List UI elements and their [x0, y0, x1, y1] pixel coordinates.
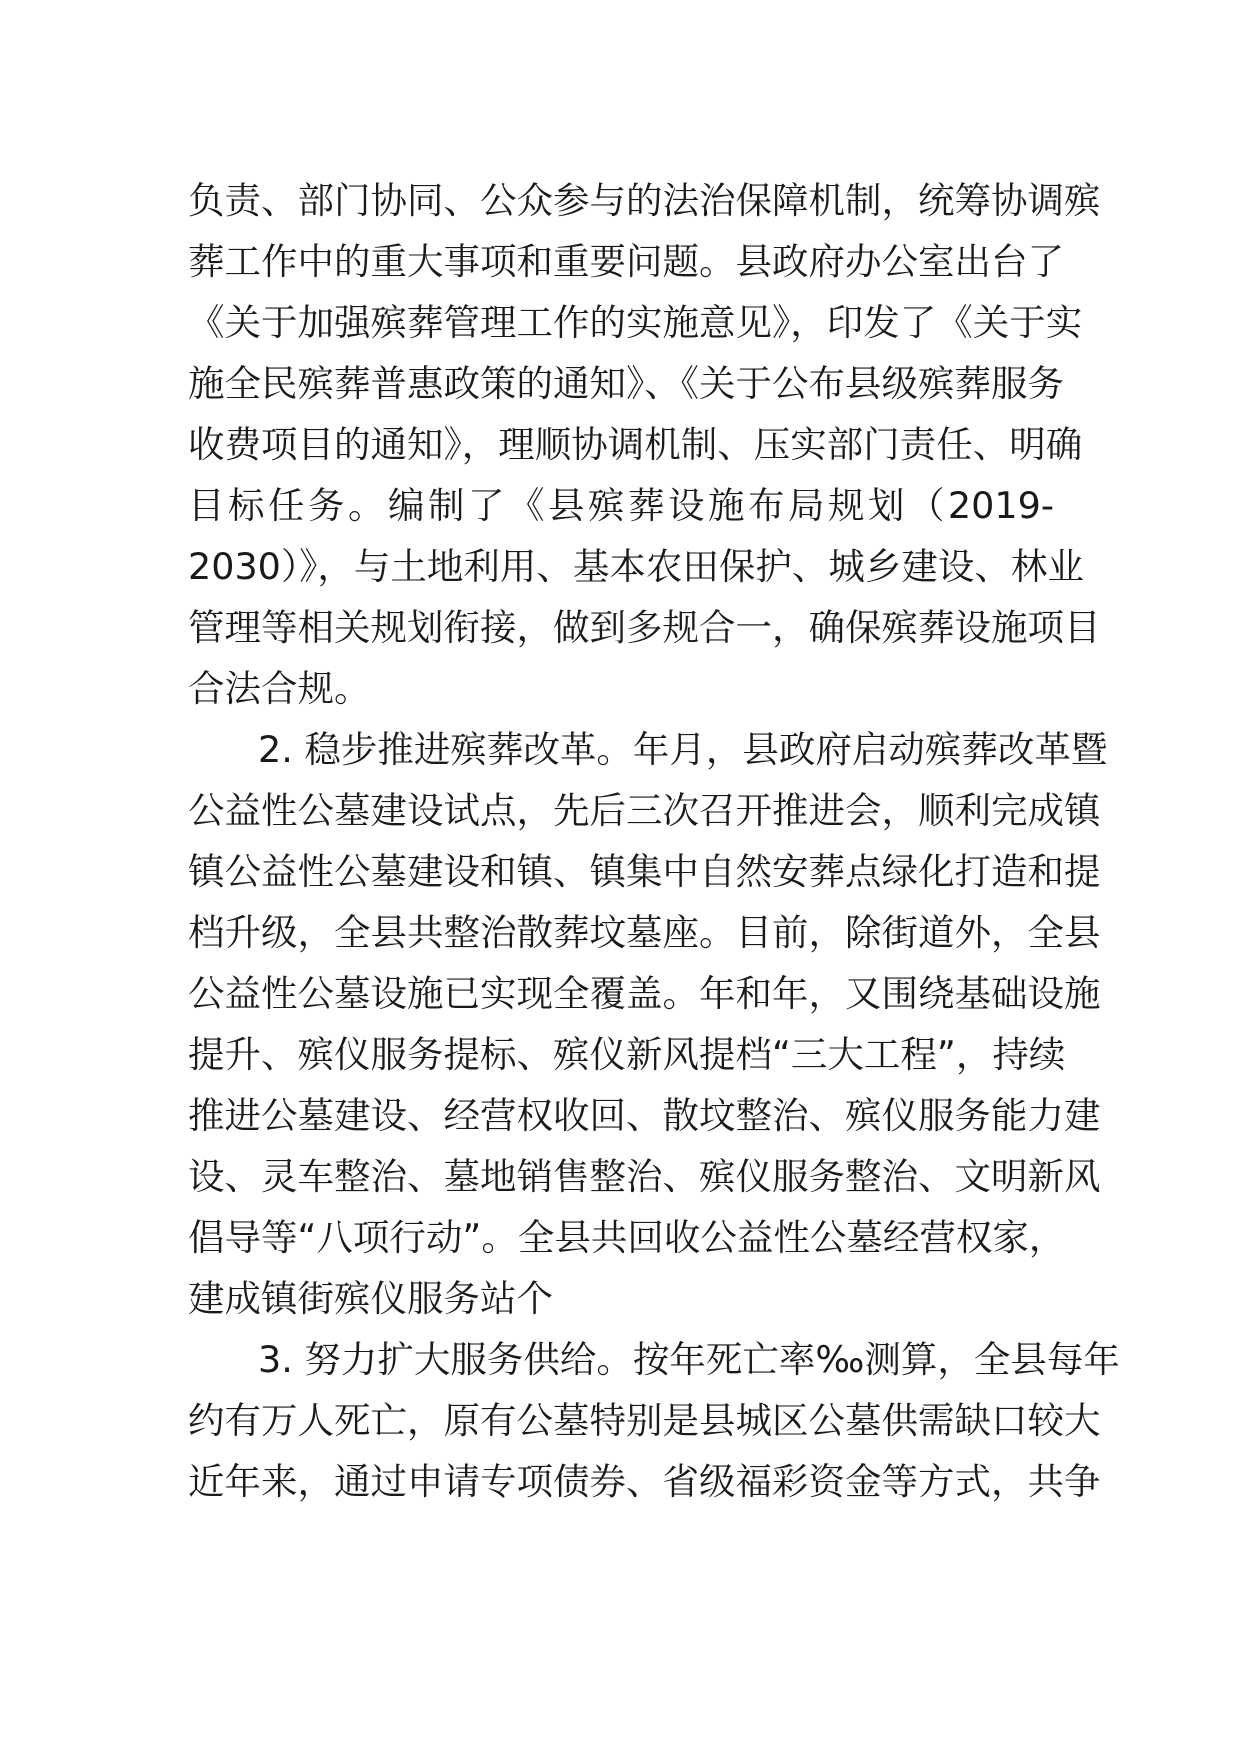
text-line: 建成镇街殡仪服务站个 — [188, 1277, 553, 1320]
text-line: 镇公益性公墓建设和镇、镇集中自然安葬点绿化打造和提 — [188, 850, 1101, 893]
text-line: 负责、部门协同、公众参与的法治保障机制，统筹协调殡 — [188, 179, 1101, 222]
paragraph-first-line: 2. 稳步推进殡葬改革。年月，县政府启动殡葬改革暨 — [258, 728, 1108, 771]
text-line: 《关于加强殡葬管理工作的实施意见》，印发了《关于实 — [188, 301, 1083, 344]
text-line: 合法合规。 — [188, 667, 371, 710]
text-line: 推进公墓建设、经营权收回、散坟整治、殡仪服务能力建 — [188, 1094, 1101, 1137]
text-line: 设、灵车整治、墓地销售整治、殡仪服务整治、文明新风 — [188, 1155, 1101, 1198]
text-line: 倡导等“八项行动”。全县共回收公益性公墓经营权家， — [188, 1216, 1066, 1259]
text-line: 近年来，通过申请专项债券、省级福彩资金等方式，共争 — [188, 1460, 1101, 1503]
paragraph-first-line: 3. 努力扩大服务供给。按年死亡率‰测算，全县每年 — [258, 1338, 1120, 1381]
text-line: 目标任务。编制了《县殡葬设施布局规划（2019- — [188, 484, 1054, 527]
text-line: 约有万人死亡，原有公墓特别是县城区公墓供需缺口较大 — [188, 1399, 1101, 1442]
text-line: 公益性公墓建设试点，先后三次召开推进会，顺利完成镇 — [188, 789, 1101, 832]
text-line: 施全民殡葬普惠政策的通知》、《关于公布县级殡葬服务 — [188, 362, 1064, 405]
text-line: 收费项目的通知》，理顺协调机制、压实部门责任、明确 — [188, 423, 1083, 466]
text-line: 提升、殡仪服务提标、殡仪新风提档“三大工程”，持续 — [188, 1033, 1066, 1076]
text-line: 葬工作中的重大事项和重要问题。县政府办公室出台了 — [188, 240, 1064, 283]
text-line: 2030）》，与土地利用、基本农田保护、城乡建设、林业 — [188, 545, 1084, 588]
text-line: 公益性公墓设施已实现全覆盖。年和年，又围绕基础设施 — [188, 972, 1101, 1015]
text-line: 管理等相关规划衔接，做到多规合一，确保殡葬设施项目 — [188, 606, 1101, 649]
text-line: 档升级，全县共整治散葬坟墓座。目前，除街道外，全县 — [188, 911, 1101, 954]
